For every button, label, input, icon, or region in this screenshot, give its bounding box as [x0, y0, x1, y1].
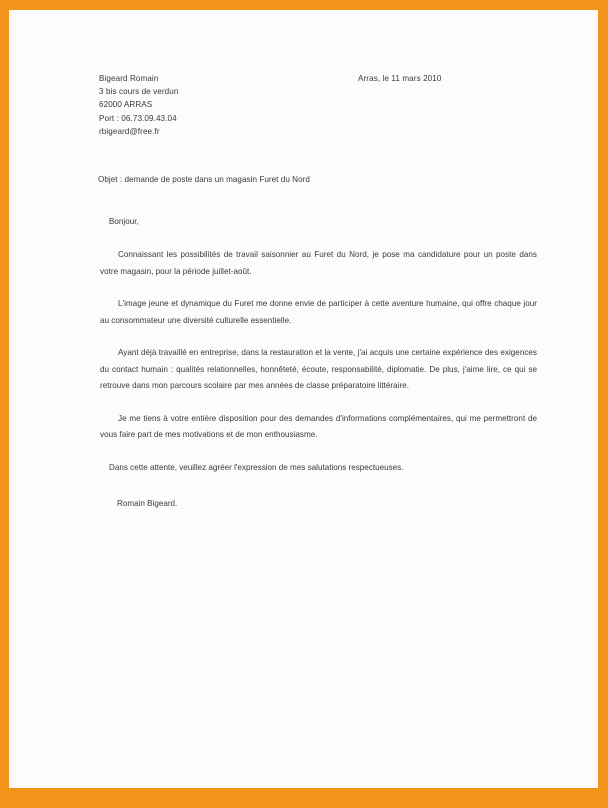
letter-date: Arras, le 11 mars 2010 — [358, 74, 442, 83]
letter-closing: Dans cette attente, veuillez agréer l'expression de mes salutations respectueuses. — [109, 462, 404, 472]
letter-signature: Romain Bigeard. — [117, 499, 178, 508]
sender-name: Bigeard Romain — [99, 74, 159, 83]
letter-body — [100, 215, 537, 513]
letter-subject: Objet : demande de poste dans un magasin Furet du Nord — [98, 175, 310, 184]
letter-paragraph-2: L'image jeune et dynamique du Furet me donne envie de participer à cette aventure humaine, qui offre chaque jour au consommateur une diversité culturelle essentielle. — [100, 299, 537, 325]
letter-paragraph-4: Je me tiens à votre entière disposition pour des demandes d'informations complémentaires, qui me permettront de vous faire part de mes motivations et de mon enthousiasme. — [100, 413, 537, 439]
letter-page-content — [9, 10, 598, 788]
letter-paragraph-3: Ayant déjà travaillé en entreprise, dans la restauration et la vente, j'ai acquis une certaine expérience des exigences du contact humain : qualités relationnelles, honnêteté, écoute, responsabilité, diplomatie. De plus, j'aime lire, ce qui se retrouve dans mon parcours scolaire par mes années de classe préparatoire littéraire. — [100, 348, 537, 390]
sender-street: 3 bis cours de verdun — [99, 87, 179, 97]
letter-header — [9, 72, 598, 142]
sender-phone: Port : 06.73.09.43.04 — [99, 113, 177, 123]
sender-email: rbigeard@free.fr — [99, 126, 160, 136]
letter-paragraph-1: Connaissant les possibilités de travail saisonnier au Furet du Nord, je pose ma candidature pour un poste dans votre magasin, pour la période juillet-août. — [100, 250, 537, 276]
sender-city: 62000 ARRAS — [99, 100, 153, 110]
letter-salutation: Bonjour, — [109, 217, 139, 226]
letter-page — [9, 10, 598, 788]
sender-address-block — [99, 72, 329, 138]
